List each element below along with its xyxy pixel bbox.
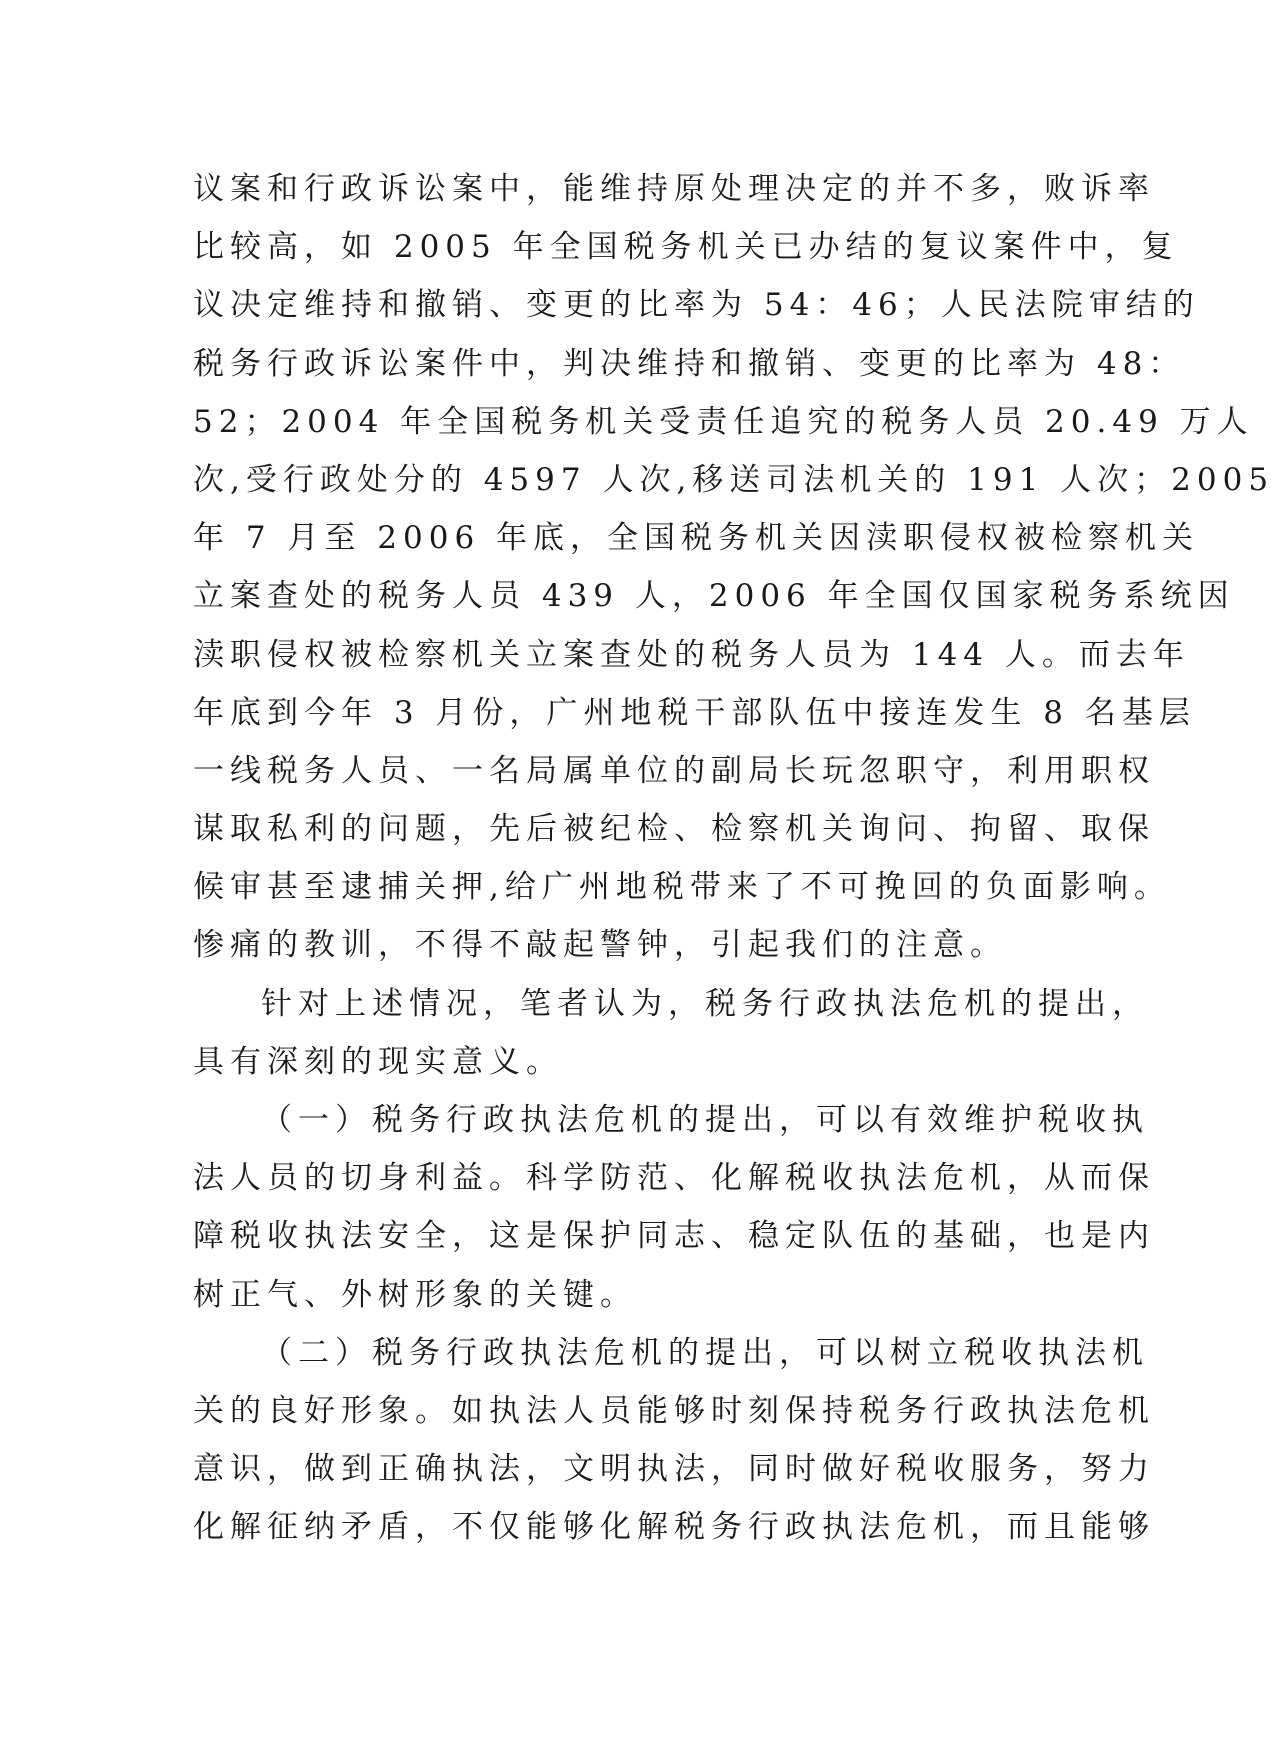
- text-line: 候审甚至逮捕关押,给广州地税带来了不可挽回的负面影响。: [193, 869, 1171, 906]
- paragraph-first-line: 针对上述情况，笔者认为，税务行政执法危机的提出，: [261, 985, 1149, 1022]
- text-line: 障税收执法安全，这是保护同志、稳定队伍的基础，也是内: [193, 1218, 1155, 1255]
- text-line: 渎职侵权被检察机关立案查处的税务人员为 144 人。而去年: [193, 636, 1190, 673]
- text-line: 52；2004 年全国税务机关受责任追究的税务人员 20.49 万人: [193, 403, 1254, 440]
- paragraph-first-line: （一）税务行政执法危机的提出，可以有效维护税收执: [261, 1102, 1149, 1138]
- text-line: 谋取私利的问题，先后被纪检、检察机关询问、拘留、取保: [193, 811, 1155, 848]
- text-line: 次,受行政处分的 4597 人次,移送司法机关的 191 人次；2005: [193, 461, 1274, 498]
- text-line: 议案和行政诉讼案中，能维持原处理决定的并不多，败诉率: [193, 171, 1155, 207]
- paragraph-first-line: （二）税务行政执法危机的提出，可以树立税收执法机: [261, 1334, 1149, 1371]
- text-line: 税务行政诉讼案件中，判决维持和撤销、变更的比率为 48：: [193, 345, 1186, 382]
- text-line: 意识，做到正确执法，文明执法，同时做好税收服务，努力: [193, 1451, 1155, 1488]
- text-line: 化解征纳矛盾，不仅能够化解税务行政执法危机，而且能够: [193, 1509, 1155, 1546]
- text-line: 具有深刻的现实意义。: [193, 1043, 563, 1080]
- text-line: 树正气、外树形象的关键。: [193, 1276, 637, 1313]
- text-line: 法人员的切身利益。科学防范、化解税收执法危机，从而保: [193, 1160, 1155, 1197]
- text-line: 比较高，如 2005 年全国税务机关已办结的复议案件中，复: [193, 229, 1179, 266]
- body-text: [193, 160, 1274, 1557]
- text-line: 一线税务人员、一名局属单位的副局长玩忽职守，利用职权: [193, 752, 1155, 789]
- text-line: 年 7 月至 2006 年底，全国税务机关因渎职侵权被检察机关: [193, 520, 1200, 557]
- text-line: 关的良好形象。如执法人员能够时刻保持税务行政执法危机: [193, 1392, 1155, 1429]
- text-line: 立案查处的税务人员 439 人，2006 年全国仅国家税务系统因: [193, 578, 1235, 615]
- text-line: 议决定维持和撤销、变更的比率为 54：46；人民法院审结的: [193, 287, 1200, 324]
- text-line: 年底到今年 3 月份，广州地税干部队伍中接连发生 8 名基层: [193, 694, 1196, 731]
- text-line: 惨痛的教训，不得不敲起警钟，引起我们的注意。: [193, 927, 1007, 964]
